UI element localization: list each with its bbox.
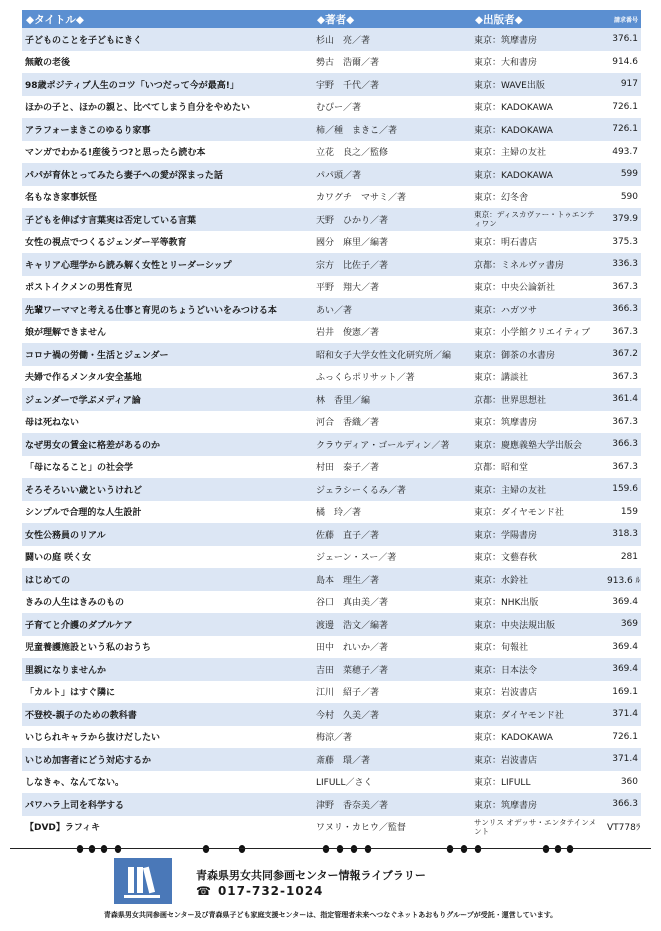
book-title: シンプルで合理的な人生設計: [25, 508, 142, 519]
book-publisher: 東京：ダイヤモンド社: [474, 508, 564, 519]
footer-dot: [203, 845, 209, 853]
book-title: 女性の視点でつくるジェンダー平等教育: [25, 238, 187, 249]
book-title: いじめ加害者にどう対応するか: [22, 748, 313, 771]
footer-dot: [323, 845, 329, 853]
call-number: VT778ﾗ: [607, 823, 641, 834]
book-title: きみの人生はきみのもの: [25, 598, 125, 609]
table-row: [22, 276, 641, 299]
footer-dot: [239, 845, 245, 853]
table-row: [22, 726, 641, 749]
book-author: 勢古 浩爾／著: [316, 58, 380, 69]
book-publisher: 東京：NHK出版: [474, 598, 539, 609]
table-row: [22, 748, 641, 771]
table-row: [22, 793, 641, 816]
call-number: 367.3: [612, 371, 638, 382]
call-number: 360: [620, 776, 638, 787]
call-number: 318.3: [604, 523, 641, 546]
table-row: [22, 73, 641, 96]
footer-dot: [77, 845, 83, 853]
footer-dot: [101, 845, 107, 853]
book-author: 宇野 千代／著: [313, 73, 471, 96]
book-publisher: 東京：筑摩書房: [474, 418, 538, 429]
book-title: キャリア心理学から読み解く女性とリーダーシップ: [22, 253, 313, 276]
book-title: 【DVD】ラフィキ: [25, 823, 101, 834]
table-row: [22, 321, 641, 344]
book-title: 児童養護施設という私のおうち: [25, 643, 152, 654]
call-number: 590: [620, 191, 638, 202]
table-row: [22, 681, 641, 704]
book-author: 島本 理生／著: [313, 568, 471, 591]
table-row: [22, 546, 641, 569]
book-title: 子どものことを子どもにきく: [22, 28, 313, 51]
book-publisher: 東京：KADOKAWA: [474, 103, 553, 114]
book-author: パパ頭／著: [313, 163, 471, 186]
book-title: 先輩ワーママと考える仕事と育児のちょうどいいをみつける本: [22, 298, 313, 321]
footer-dot: [567, 845, 573, 853]
call-number: 367.3: [612, 281, 638, 292]
book-author: 谷口 真由美／著: [316, 598, 389, 609]
book-title: 「カルト」はすぐ隣に: [25, 688, 116, 699]
book-title: パパが育休とってみたら妻子への愛が深まった話: [22, 163, 313, 186]
call-number: 379.9: [604, 208, 641, 231]
table-row: [22, 523, 641, 546]
book-author: むぴー／著: [316, 103, 362, 114]
footer-dot: [89, 845, 95, 853]
book-publisher: 東京：KADOKAWA: [471, 118, 604, 141]
book-title: はじめての: [22, 568, 313, 591]
book-title: ポストイクメンの男性育児: [25, 283, 133, 294]
book-publisher: 東京：文藝春秋: [474, 553, 538, 564]
table-row: [22, 433, 641, 456]
call-number: 369.4: [612, 596, 638, 607]
book-author: 橘 玲／著: [316, 508, 362, 519]
call-number: 369: [604, 613, 641, 636]
call-number: 913.6 ﾙ: [604, 568, 641, 591]
table-row: [22, 411, 641, 434]
footer-divider: [10, 848, 651, 849]
table-row: [22, 163, 641, 186]
book-title: 娘が理解できません: [25, 328, 107, 339]
book-publisher: 東京：慶應義塾大学出版会: [471, 433, 604, 456]
call-number: 726.1: [612, 731, 638, 742]
book-author: 津野 香奈美／著: [313, 793, 471, 816]
call-number: 159.6: [604, 478, 641, 501]
book-author: 昭和女子大学女性文化研究所／編: [313, 343, 471, 366]
book-author: 立花 良之／監修: [316, 148, 389, 159]
book-title: 母は死ねない: [25, 418, 80, 429]
footer-dot: [555, 845, 561, 853]
book-title: アラフォーまきこのゆるり家事: [22, 118, 313, 141]
table-body: [22, 28, 641, 838]
table-row: [22, 456, 641, 479]
book-title: 子育てと介護のダブルケア: [22, 613, 313, 636]
book-author: 柿／種 まきこ／著: [313, 118, 471, 141]
table-row: [22, 703, 641, 726]
book-author: 佐藤 直子／著: [313, 523, 471, 546]
book-author: 今村 久美／著: [313, 703, 471, 726]
book-author: 岩井 俊憲／著: [316, 328, 380, 339]
book-author: 村田 泰子／著: [316, 463, 380, 474]
table-row: [22, 186, 641, 209]
book-author: ワヌリ・カヒウ／監督: [316, 823, 406, 834]
book-publisher: 東京：ハガツサ: [471, 298, 604, 321]
table-row: [22, 28, 641, 51]
book-title: 子どもを伸ばす言葉実は否定している言葉: [22, 208, 313, 231]
table-row: [22, 118, 641, 141]
call-number: 917: [604, 73, 641, 96]
book-publisher: 東京：主婦の友社: [474, 148, 547, 159]
library-name: 青森県男女共同参画センター情報ライブラリー: [196, 869, 426, 882]
table-row: [22, 658, 641, 681]
book-author: 宗方 比佐子／著: [313, 253, 471, 276]
footer-dots-divider: [10, 842, 651, 856]
book-title: マンガでわかる!産後うつ?と思ったら読む本: [25, 148, 206, 159]
book-publisher: 東京：ダイヤモンド社: [471, 703, 604, 726]
call-number: 367.3: [612, 416, 638, 427]
book-author: 河合 香織／著: [316, 418, 380, 429]
book-title: なぜ男女の賃金に格差があるのか: [22, 433, 313, 456]
table-row: [22, 298, 641, 321]
phone-icon: ☎: [196, 884, 212, 898]
book-publisher: 京都：昭和堂: [474, 463, 529, 474]
book-author: クラウディア・ゴールディン／著: [313, 433, 471, 456]
book-publisher: 東京：岩波書店: [474, 688, 538, 699]
book-author: LIFULL／さく: [316, 778, 373, 789]
book-publisher: 東京：岩波書店: [471, 748, 604, 771]
call-number: 369.4: [612, 641, 638, 652]
call-number: 367.3: [612, 461, 638, 472]
book-author: 吉田 菜穂子／著: [313, 658, 471, 681]
book-publisher: 東京：幻冬舎: [474, 193, 529, 204]
book-author: カワグチ マサミ／著: [316, 193, 407, 204]
book-publisher: 東京：水鈴社: [471, 568, 604, 591]
call-number: 371.4: [604, 748, 641, 771]
book-title: しなきゃ、なんてない。: [25, 778, 125, 789]
book-publisher: 東京：主婦の友社: [471, 478, 604, 501]
book-author: 國分 麻里／編著: [316, 238, 389, 249]
book-publisher: 東京：WAVE出版: [471, 73, 604, 96]
footer-dot: [461, 845, 467, 853]
book-title: そろそろいい歳というけれど: [22, 478, 313, 501]
book-author: 林 香里／編: [313, 388, 471, 411]
book-publisher: 東京：筑摩書房: [471, 793, 604, 816]
book-title: 無敵の老後: [25, 58, 71, 69]
book-title: コロナ禍の労働・生活とジェンダー: [22, 343, 313, 366]
publisher-column-header: ◆出版者◆: [471, 10, 604, 28]
book-author: 梅涼／著: [316, 733, 353, 744]
book-title: 名もなき家事妖怪: [25, 193, 98, 204]
call-number: 369.4: [604, 658, 641, 681]
table-row: [22, 591, 641, 614]
book-publisher: 東京：小学館クリエイティブ: [474, 328, 591, 339]
table-row: [22, 568, 641, 591]
book-author: ジェラシーくるみ／著: [313, 478, 471, 501]
table-row: [22, 771, 641, 794]
book-publisher: 東京：旬報社: [474, 643, 529, 654]
call-number: 281: [620, 551, 638, 562]
table-row: [22, 816, 641, 839]
book-title: 闘いの庭 咲く女: [25, 553, 92, 564]
book-publisher: 東京：中央法規出版: [471, 613, 604, 636]
footer-dot: [337, 845, 343, 853]
book-publisher: 東京：KADOKAWA: [471, 163, 604, 186]
library-logo: [114, 858, 172, 904]
book-publisher: 東京：明石書店: [474, 238, 538, 249]
book-publisher: 東京：学陽書房: [471, 523, 604, 546]
book-publisher: 東京：中央公論新社: [474, 283, 556, 294]
call-number: 361.4: [604, 388, 641, 411]
call-number: 159: [620, 506, 638, 517]
book-publisher: サンリス オデッサ・エンタテインメント: [474, 817, 597, 836]
book-title: 里親になりませんか: [22, 658, 313, 681]
book-table: [22, 10, 641, 838]
book-title: ほかの子と、ほかの親と、比べてしまう自分をやめたい: [25, 103, 251, 114]
call-number: 367.3: [612, 326, 638, 337]
call-number: 914.6: [612, 56, 638, 67]
operator-note: 青森県男女共同参画センター及び青森県子ども家庭支援センターは、指定管理者未来へつなぐネットあおもりグループが受託・運営しています。: [103, 911, 558, 919]
title-column-header: ◆タイトル◆: [22, 10, 313, 28]
book-author: 江川 紹子／著: [316, 688, 380, 699]
footer-dot: [115, 845, 121, 853]
book-publisher: 東京：KADOKAWA: [474, 733, 553, 744]
library-phone: [196, 884, 323, 898]
call-number: 375.3: [612, 236, 638, 247]
table-header-row: [22, 10, 641, 28]
book-author: 天野 ひかり／著: [313, 208, 471, 231]
footer-dot: [475, 845, 481, 853]
call-number: 376.1: [604, 28, 641, 51]
call-number: 726.1: [612, 101, 638, 112]
call-number: 366.3: [604, 298, 641, 321]
table-row: [22, 613, 641, 636]
book-publisher: 東京：ディスカヴァー・トゥエンティワン: [471, 208, 604, 231]
call-number: 493.7: [612, 146, 638, 157]
footer-dot: [351, 845, 357, 853]
book-title: 「母になること」の社会学: [25, 463, 134, 474]
book-publisher: 東京：大和書房: [474, 58, 538, 69]
call-number: 169.1: [612, 686, 638, 697]
footer-dot: [543, 845, 549, 853]
table-row: [22, 343, 641, 366]
book-publisher: 京都：ミネルヴァ書房: [471, 253, 604, 276]
book-author: ふっくらポリサット／著: [316, 373, 415, 384]
table-row: [22, 636, 641, 659]
book-author: あい／著: [313, 298, 471, 321]
table-row: [22, 96, 641, 119]
call-number: 726.1: [604, 118, 641, 141]
call-number: 366.3: [604, 793, 641, 816]
table-row: [22, 478, 641, 501]
table-row: [22, 501, 641, 524]
book-author: 田中 れいか／著: [316, 643, 389, 654]
book-publisher: 東京：LIFULL: [474, 778, 531, 789]
table-row: [22, 51, 641, 74]
book-title: 夫婦で作るメンタル安全基地: [25, 373, 142, 384]
book-author: 杉山 亮／著: [313, 28, 471, 51]
book-author: ジェーン・スー／著: [316, 553, 397, 564]
book-publisher: 東京：筑摩書房: [471, 28, 604, 51]
book-title: いじられキャラから抜けだしたい: [25, 733, 161, 744]
book-publisher: 東京：御茶の水書房: [471, 343, 604, 366]
call-number: 599: [604, 163, 641, 186]
footer-dot: [447, 845, 453, 853]
book-publisher: 東京：講談社: [474, 373, 529, 384]
table-row: [22, 141, 641, 164]
call-number: 366.3: [604, 433, 641, 456]
table-row: [22, 366, 641, 389]
book-title: 98歳ポジティブ人生のコツ「いつだって今が最高!」: [22, 73, 313, 96]
book-author: 渡邊 浩文／編著: [313, 613, 471, 636]
table-row: [22, 208, 641, 231]
book-publisher: 京都：世界思想社: [471, 388, 604, 411]
call-number: 371.4: [604, 703, 641, 726]
book-title: 女性公務員のリアル: [22, 523, 313, 546]
call-number: 336.3: [604, 253, 641, 276]
call-number: 367.2: [604, 343, 641, 366]
phone-number: 017-732-1024: [217, 884, 324, 898]
author-column-header: ◆著者◆: [313, 10, 471, 28]
book-title: ジェンダーで学ぶメディア論: [22, 388, 313, 411]
footer-dot: [365, 845, 371, 853]
book-author: 平野 翔大／著: [316, 283, 380, 294]
book-author: 斎藤 環／著: [313, 748, 471, 771]
table-row: [22, 253, 641, 276]
book-title: パワハラ上司を科学する: [22, 793, 313, 816]
table-row: [22, 388, 641, 411]
call-number-column-header: 請求番号: [604, 10, 641, 28]
book-publisher: 東京：日本法令: [471, 658, 604, 681]
table-row: [22, 231, 641, 254]
book-title: 不登校-親子のための教科書: [22, 703, 313, 726]
